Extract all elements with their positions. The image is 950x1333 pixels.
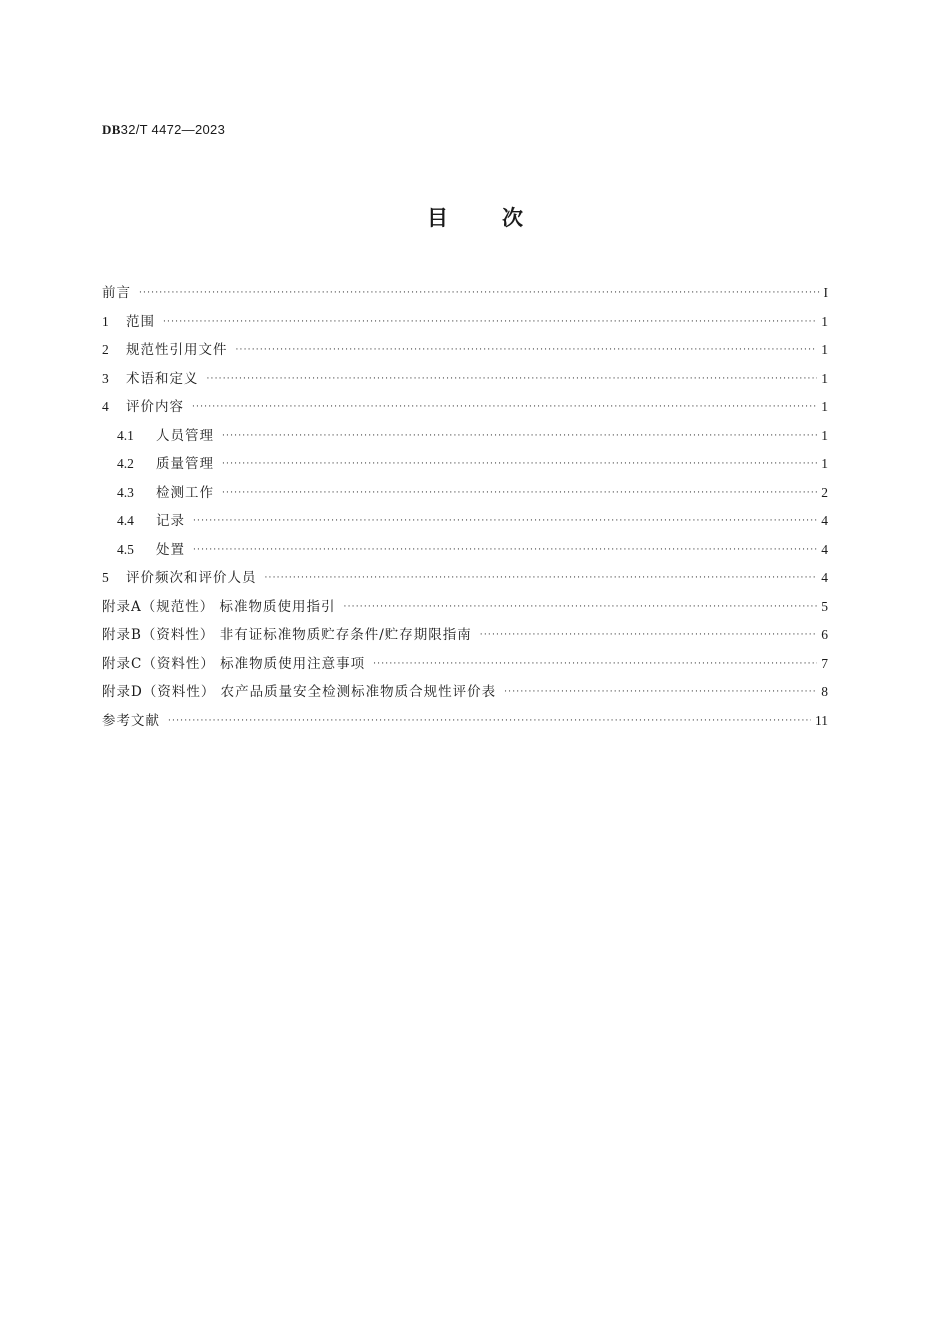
toc-entry-number: 4.3 [117, 484, 134, 500]
table-of-contents [102, 281, 828, 737]
toc-entry-page: 4 [821, 570, 828, 585]
toc-leader-dots [480, 630, 817, 640]
toc-subentry[interactable] [102, 509, 828, 538]
toc-entry-page: 1 [821, 399, 828, 414]
toc-entry-label: 附录C（资料性） 标准物质使用注意事项 [102, 655, 366, 672]
toc-entry[interactable] [102, 281, 828, 310]
toc-title-char-1: 目 [427, 206, 448, 230]
toc-entry[interactable] [102, 367, 828, 396]
standard-code [102, 122, 225, 138]
toc-entry-label: 附录A（规范性） 标准物质使用指引 [102, 598, 336, 615]
toc-entry-page: 11 [815, 712, 828, 728]
toc-appendix-entry[interactable] [102, 680, 828, 709]
toc-entry-label: 人员管理 [156, 427, 214, 444]
standard-code-prefix: DB [102, 122, 121, 137]
toc-leader-dots [207, 374, 818, 384]
toc-leader-dots [222, 488, 817, 498]
toc-entry-page: 1 [821, 456, 828, 471]
toc-leader-dots [168, 716, 811, 726]
toc-subentry[interactable] [102, 424, 828, 453]
toc-entry-page: 1 [821, 370, 828, 386]
toc-leader-dots [193, 545, 817, 555]
toc-entry-label: 附录D（资料性） 农产品质量安全检测标准物质合规性评价表 [102, 684, 497, 700]
toc-leader-dots [373, 659, 817, 669]
toc-entry-page: 1 [821, 427, 828, 443]
toc-entry-label: 范围 [126, 313, 155, 330]
toc-entry[interactable] [102, 395, 828, 424]
toc-entry[interactable] [102, 310, 828, 339]
toc-entry-page: 7 [821, 655, 828, 671]
toc-entry-label: 检测工作 [156, 484, 214, 501]
toc-entry-number: 3 [102, 370, 109, 386]
toc-appendix-entry[interactable] [102, 623, 828, 652]
toc-title-char-2: 次 [502, 206, 523, 230]
toc-entry-page: 6 [821, 627, 828, 642]
toc-entry-number: 2 [102, 342, 109, 357]
toc-entry-page: 1 [821, 342, 828, 357]
toc-entry-number: 4.1 [117, 427, 134, 443]
toc-entry-number: 4.5 [117, 541, 134, 557]
toc-leader-dots [344, 602, 818, 612]
toc-entry-label: 前言 [102, 285, 131, 301]
toc-entry-number: 4.4 [117, 513, 134, 528]
toc-leader-dots [139, 288, 820, 298]
toc-entry-label: 质量管理 [156, 456, 214, 472]
toc-entry-number: 1 [102, 313, 109, 329]
toc-leader-dots [222, 431, 817, 441]
toc-leader-dots [192, 402, 817, 412]
toc-entry[interactable] [102, 338, 828, 367]
toc-entry[interactable] [102, 566, 828, 595]
toc-entry-page: 8 [821, 684, 828, 699]
toc-entry-label: 参考文献 [102, 712, 160, 729]
toc-appendix-entry[interactable] [102, 652, 828, 681]
toc-title [0, 202, 950, 232]
toc-subentry[interactable] [102, 481, 828, 510]
toc-entry-label: 记录 [156, 513, 185, 529]
toc-entry-page: I [823, 285, 828, 300]
toc-entry-page: 4 [821, 541, 828, 557]
toc-entry-number: 5 [102, 570, 109, 585]
toc-entry-label: 附录B（资料性） 非有证标准物质贮存条件/贮存期限指南 [102, 627, 472, 643]
toc-entry-label: 处置 [156, 541, 185, 558]
toc-entry-label: 评价频次和评价人员 [126, 570, 257, 586]
toc-entry[interactable] [102, 709, 828, 738]
toc-entry-label: 评价内容 [126, 399, 184, 415]
toc-leader-dots [163, 317, 817, 327]
toc-entry-page: 1 [821, 313, 828, 329]
toc-entry-label: 术语和定义 [126, 370, 199, 387]
toc-leader-dots [236, 345, 818, 355]
toc-appendix-entry[interactable] [102, 595, 828, 624]
toc-leader-dots [265, 573, 818, 583]
toc-subentry[interactable] [102, 538, 828, 567]
toc-entry-page: 2 [821, 484, 828, 500]
toc-leader-dots [504, 687, 817, 697]
toc-leader-dots [193, 516, 817, 526]
toc-entry-label: 规范性引用文件 [126, 342, 228, 358]
toc-entry-page: 5 [821, 598, 828, 614]
toc-entry-number: 4 [102, 399, 109, 414]
toc-entry-number: 4.2 [117, 456, 134, 471]
toc-subentry[interactable] [102, 452, 828, 481]
toc-entry-page: 4 [821, 513, 828, 528]
standard-code-number: 32/T 4472—2023 [120, 122, 226, 137]
toc-leader-dots [222, 459, 817, 469]
